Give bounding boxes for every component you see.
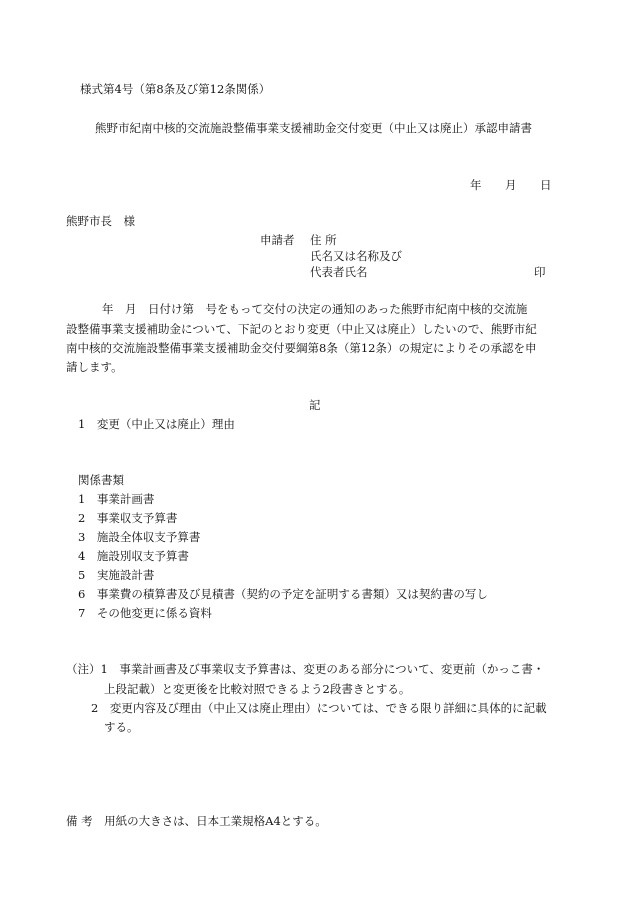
document-item: 4 施設別収支予算書: [78, 549, 189, 563]
date-month-label: 月: [505, 178, 517, 192]
body-line-4: 請します。: [66, 360, 123, 374]
form-number: 様式第4号（第8条及び第12条関係）: [80, 82, 271, 96]
remark: 備 考 用紙の大きさは、日本工業規格A4とする。: [66, 814, 327, 828]
item-1-reason: 1 変更（中止又は廃止）理由: [78, 417, 235, 431]
applicant-name-label: 氏名又は名称及び: [310, 249, 402, 263]
document-item: 7 その他変更に係る資料: [78, 606, 212, 620]
note-1-line-2: 上段記載）と変更後を比較対照できるよう2段書きとする。: [104, 682, 411, 696]
ki-label: 記: [309, 398, 321, 412]
date-day-label: 日: [540, 178, 552, 192]
body-line-3: 南中核的交流施設整備事業支援補助金交付要綱第8条（第12条）の規定によりその承認を申: [66, 341, 537, 355]
document-item: 3 施設全体収支予算書: [78, 530, 201, 544]
document-title: 熊野市紀南中核的交流施設整備事業支援補助金交付変更（中止又は廃止）承認申請書: [95, 121, 532, 135]
document-item: 1 事業計画書: [78, 492, 155, 506]
seal-label: 印: [534, 265, 546, 279]
note-1-line-1: （注）1 事業計画書及び事業収支予算書は、変更のある部分について、変更前（かっこ書・: [66, 662, 545, 676]
addressee: 熊野市長 様: [66, 214, 135, 228]
body-line-2: 設整備事業支援補助金について、下記のとおり変更（中止又は廃止）したいので、熊野市紀: [66, 322, 537, 336]
applicant-role-label: 申請者: [260, 233, 295, 247]
note-2-line-1: 2 変更内容及び理由（中止又は廃止理由）については、できる限り詳細に具体的に記載: [91, 701, 547, 715]
body-line-1: 年 月 日付け第 号をもって交付の決定の通知のあった熊野市紀南中核的交流施: [79, 302, 528, 316]
document-item: 6 事業費の積算書及び見積書（契約の予定を証明する書類）又は契約書の写し: [78, 587, 488, 601]
related-documents-heading: 関係書類: [78, 473, 124, 487]
applicant-rep-label: 代表者氏名: [310, 265, 368, 279]
note-2-line-2: する。: [104, 720, 139, 734]
document-item: 5 実施設計書: [78, 568, 155, 582]
applicant-address-label: 住 所: [310, 233, 337, 247]
document-item: 2 事業収支予算書: [78, 511, 178, 525]
date-year-label: 年: [470, 178, 482, 192]
